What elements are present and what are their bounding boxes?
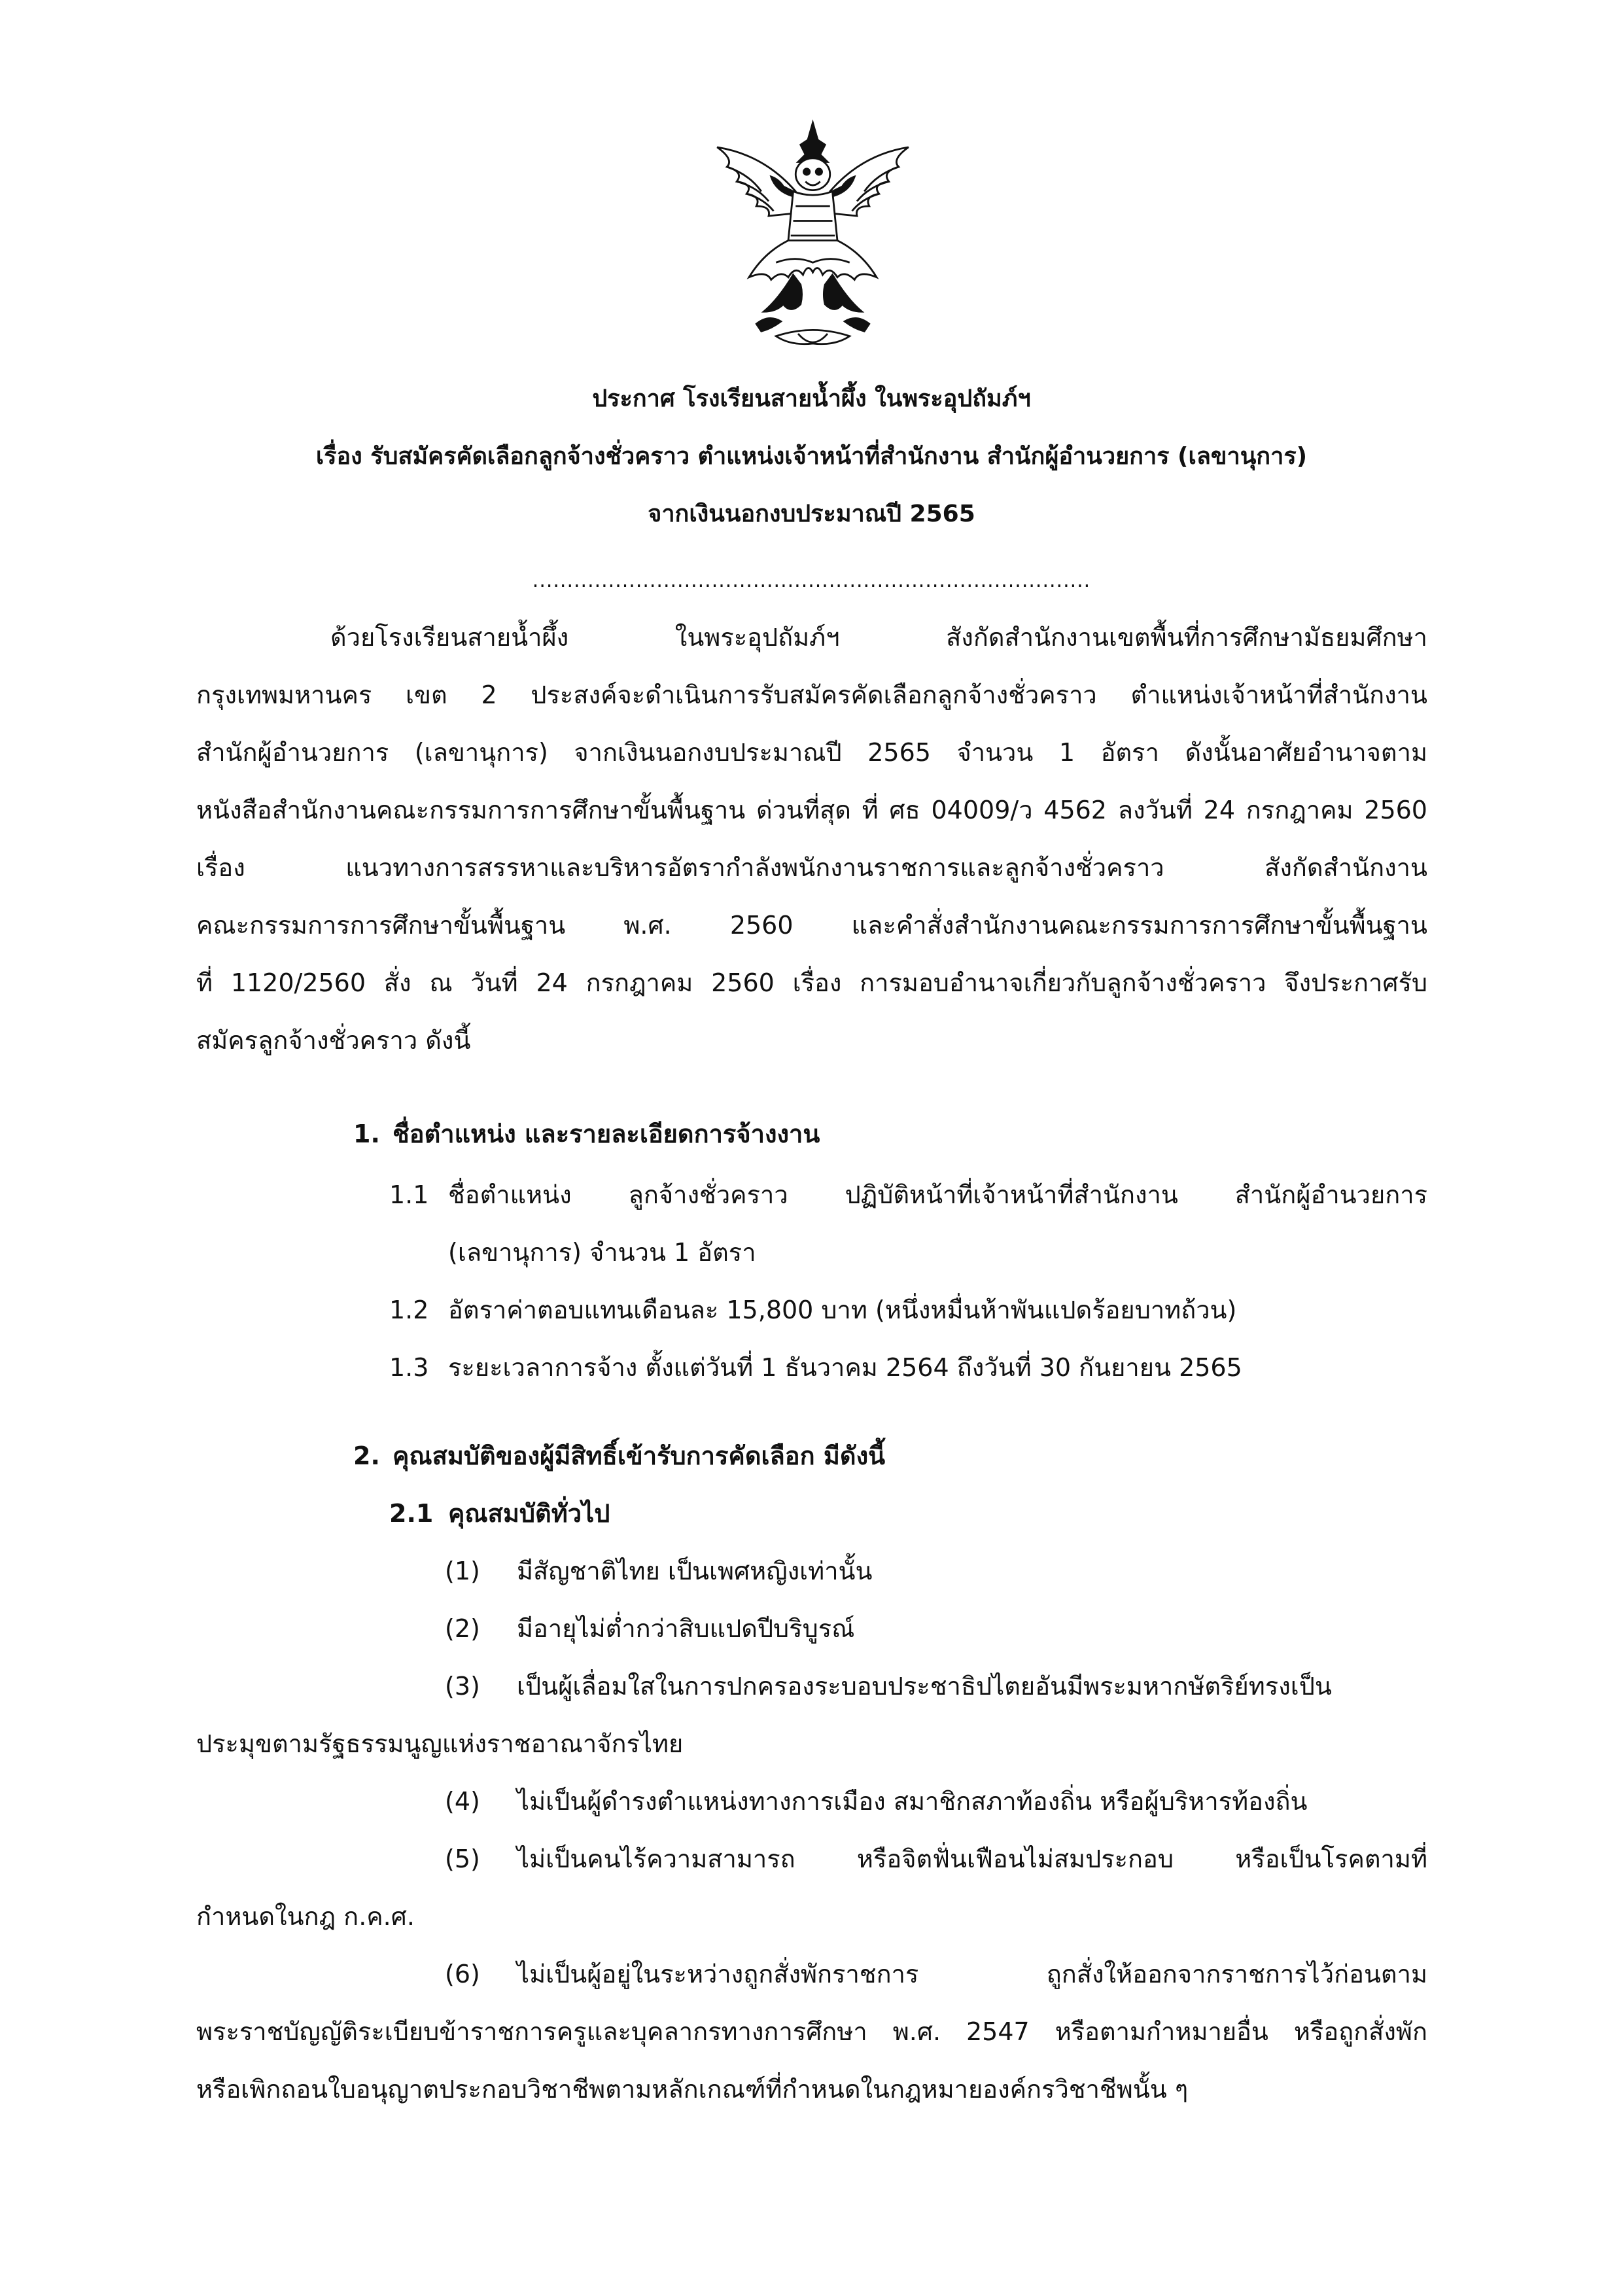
qualification-number: (4) bbox=[445, 1787, 480, 1816]
subsection-number: 2.1 bbox=[389, 1499, 434, 1528]
qualification-number: (5) bbox=[445, 1845, 480, 1873]
item-text: ชื่อตำแหน่ง ลูกจ้างชั่วคราว ปฏิบัติหน้าที่เจ้าหน้าที่สำนักงาน สำนักผู้อำนวยการ bbox=[448, 1180, 1427, 1209]
intro-line: สมัครลูกจ้างชั่วคราว ดังนี้ bbox=[196, 1026, 471, 1055]
qualification-text-continued: หรือเพิกถอนใบอนุญาตประกอบวิชาชีพตามหลักเกณฑ์ที่กำหนดในกฎหมายองค์กรวิชาชีพนั้น ๆ bbox=[196, 2075, 1189, 2104]
qualification-number: (1) bbox=[445, 1557, 480, 1585]
section-2-number: 2. bbox=[353, 1441, 380, 1470]
section-1-heading: ชื่อตำแหน่ง และรายละเอียดการจ้างงาน bbox=[393, 1120, 820, 1148]
intro-line: สำนักผู้อำนวยการ (เลขานุการ) จากเงินนอกงบประมาณปี 2565 จำนวน 1 อัตรา ดังนั้นอาศัยอำนาจตาม bbox=[196, 738, 1427, 767]
intro-line: กรุงเทพมหานคร เขต 2 ประสงค์จะดำเนินการรับสมัครคัดเลือกลูกจ้างชั่วคราว ตำแหน่งเจ้าหน้าที่สำนักงาน bbox=[196, 680, 1427, 709]
qualification-text-continued: ประมุขตามรัฐธรรมนูญแห่งราชอาณาจักรไทย bbox=[196, 1729, 684, 1758]
announcement-title: ประกาศ โรงเรียนสายน้ำผึ้ง ในพระอุปถัมภ์ฯ bbox=[592, 385, 1031, 412]
garuda-emblem-icon bbox=[690, 118, 935, 363]
item-text: ระยะเวลาการจ้าง ตั้งแต่วันที่ 1 ธันวาคม 2564 ถึงวันที่ 30 กันยายน 2565 bbox=[448, 1353, 1242, 1382]
dotted-divider: ................................................................................. bbox=[532, 569, 1091, 592]
intro-line: ด้วยโรงเรียนสายน้ำผึ้ง ในพระอุปถัมภ์ฯ สังกัดสำนักงานเขตพื้นที่การศึกษามัธยมศึกษา bbox=[330, 623, 1427, 652]
announcement-budget-line: จากเงินนอกงบประมาณปี 2565 bbox=[648, 501, 975, 527]
intro-line: เรื่อง แนวทางการสรรหาและบริหารอัตรากำลังพนักงานราชการและลูกจ้างชั่วคราว สังกัดสำนักงาน bbox=[196, 853, 1427, 882]
item-number: 1.2 bbox=[389, 1296, 429, 1324]
intro-line: หนังสือสำนักงานคณะกรรมการการศึกษาขั้นพื้นฐาน ด่วนที่สุด ที่ ศธ 04009/ว 4562 ลงวันที่ 24 กรกฎาคม 2560 bbox=[196, 796, 1427, 824]
section-2-heading: คุณสมบัติของผู้มีสิทธิ์เข้ารับการคัดเลือก มีดังนี้ bbox=[393, 1441, 886, 1470]
item-text-continued: (เลขานุการ) จำนวน 1 อัตรา bbox=[448, 1238, 756, 1267]
qualification-number: (3) bbox=[445, 1672, 480, 1701]
qualification-text-continued: กำหนดในกฎ ก.ค.ศ. bbox=[196, 1902, 415, 1931]
qualification-number: (2) bbox=[445, 1614, 480, 1643]
qualification-text: มีอายุไม่ต่ำกว่าสิบแปดปีบริบูรณ์ bbox=[517, 1614, 855, 1643]
qualification-number: (6) bbox=[445, 1960, 480, 1988]
qualification-text: ไม่เป็นผู้ดำรงตำแหน่งทางการเมือง สมาชิกสภาท้องถิ่น หรือผู้บริหารท้องถิ่น bbox=[517, 1787, 1308, 1816]
announcement-subject: เรื่อง รับสมัครคัดเลือกลูกจ้างชั่วคราว ตำแหน่งเจ้าหน้าที่สำนักงาน สำนักผู้อำนวยการ (เลขานุการ) bbox=[315, 443, 1308, 470]
section-1-number: 1. bbox=[353, 1120, 380, 1148]
qualification-text-continued: พระราชบัญญัติระเบียบข้าราชการครูและบุคลากรทางการศึกษา พ.ศ. 2547 หรือตามกำหมายอื่น หรือถูกสั่งพัก bbox=[196, 2017, 1427, 2046]
qualification-text: ไม่เป็นคนไร้ความสามารถ หรือจิตฟั่นเฟือนไม่สมประกอบ หรือเป็นโรคตามที่ bbox=[517, 1845, 1427, 1873]
intro-line: ที่ 1120/2560 สั่ง ณ วันที่ 24 กรกฎาคม 2560 เรื่อง การมอบอำนาจเกี่ยวกับลูกจ้างชั่วคราว จึงประกาศรับ bbox=[196, 968, 1427, 997]
qualification-text: เป็นผู้เลื่อมใสในการปกครองระบอบประชาธิปไตยอันมีพระมหากษัตริย์ทรงเป็น bbox=[517, 1672, 1332, 1701]
item-number: 1.3 bbox=[389, 1353, 429, 1382]
subsection-heading: คุณสมบัติทั่วไป bbox=[448, 1499, 610, 1528]
item-text: อัตราค่าตอบแทนเดือนละ 15,800 บาท (หนึ่งหมื่นห้าพันแปดร้อยบาทถ้วน) bbox=[448, 1296, 1237, 1324]
item-number: 1.1 bbox=[389, 1180, 429, 1209]
intro-line: คณะกรรมการการศึกษาขั้นพื้นฐาน พ.ศ. 2560 และคำสั่งสำนักงานคณะกรรมการการศึกษาขั้นพื้นฐาน bbox=[196, 911, 1427, 940]
qualification-text: ไม่เป็นผู้อยู่ในระหว่างถูกสั่งพักราชการ ถูกสั่งให้ออกจากราชการไว้ก่อนตาม bbox=[517, 1960, 1427, 1988]
qualification-text: มีสัญชาติไทย เป็นเพศหญิงเท่านั้น bbox=[517, 1557, 873, 1585]
